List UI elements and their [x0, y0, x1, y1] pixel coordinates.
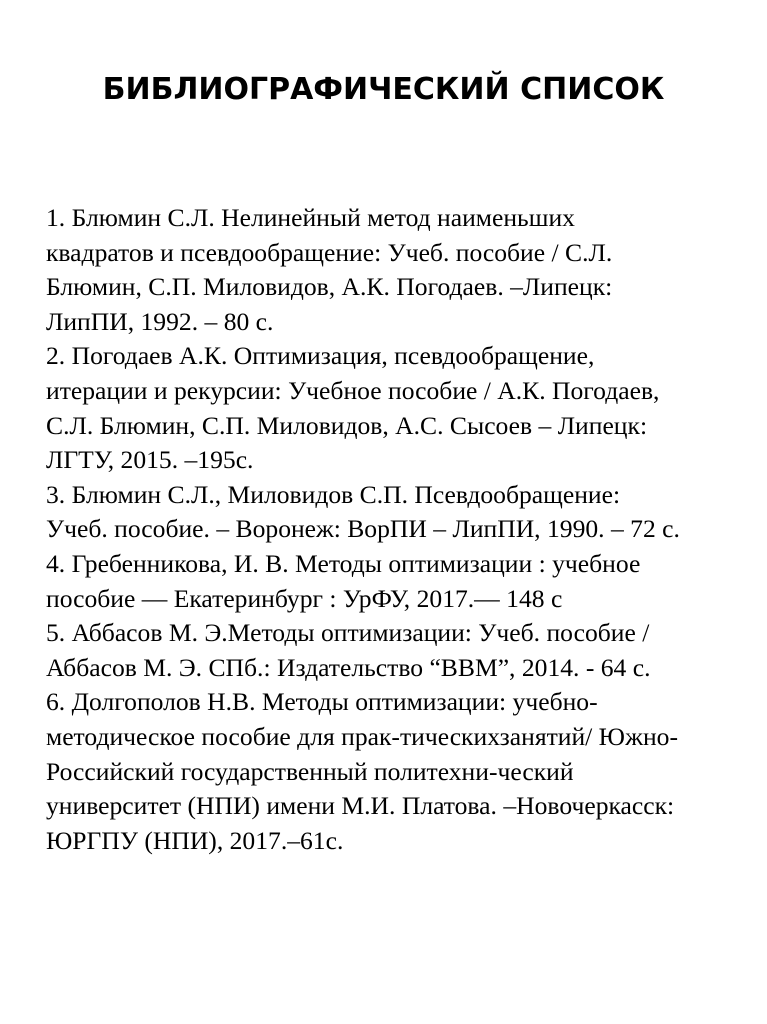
reference-item-4	[46, 547, 761, 616]
reference-line: методическое пособие для прак-тическихзанятий/ Южно-	[46, 721, 678, 751]
reference-line: Блюмин, С.П. Миловидов, А.К. Погодаев. –Липецк:	[46, 272, 613, 302]
reference-item-1	[46, 201, 761, 339]
reference-line: ЛГТУ, 2015. –195с.	[46, 445, 254, 475]
reference-line: Российский государственный политехни-ческий	[46, 756, 574, 786]
reference-line: пособие — Екатеринбург : УрФУ, 2017.— 148 с	[46, 583, 563, 613]
page-title: БИБЛИОГРАФИЧЕСКИЙ СПИСОК	[102, 72, 665, 107]
reference-line: 3. Блюмин С.Л., Миловидов С.П. Псевдообращение:	[46, 479, 621, 509]
reference-line: 6. Долгополов Н.В. Методы оптимизации: учебно-	[46, 687, 598, 717]
reference-line: ЛипПИ, 1992. – 80 с.	[46, 306, 274, 336]
reference-line: 5. Аббасов М. Э.Методы оптимизации: Учеб. пособие /	[46, 618, 650, 648]
reference-line: университет (НПИ) имени М.И. Платова. –Новочеркасск:	[46, 791, 675, 821]
reference-line: квадратов и псевдообращение: Учеб. пособие / С.Л.	[46, 237, 613, 267]
reference-line: 4. Гребенникова, И. В. Методы оптимизации : учебное	[46, 548, 641, 578]
reference-line: ЮРГПУ (НПИ), 2017.–61с.	[46, 825, 344, 855]
reference-item-5	[46, 616, 761, 685]
reference-item-2	[46, 339, 761, 477]
reference-item-3	[46, 478, 761, 547]
reference-list	[46, 201, 761, 858]
reference-line: С.Л. Блюмин, С.П. Миловидов, А.С. Сысоев – Липецк:	[46, 410, 648, 440]
reference-line: 2. Погодаев А.К. Оптимизация, псевдообращение,	[46, 341, 595, 371]
reference-line: 1. Блюмин С.Л. Нелинейный метод наименьших	[46, 203, 575, 232]
reference-line: итерации и рекурсии: Учебное пособие / А.К. Погодаев,	[46, 375, 660, 405]
reference-item-6	[46, 685, 761, 858]
reference-line: Аббасов М. Э. СПб.: Издательство “ВВМ”, 2014. - 64 с.	[46, 652, 651, 682]
reference-line: Учеб. пособие. – Воронеж: ВорПИ – ЛипПИ, 1990. – 72 с.	[46, 514, 680, 544]
